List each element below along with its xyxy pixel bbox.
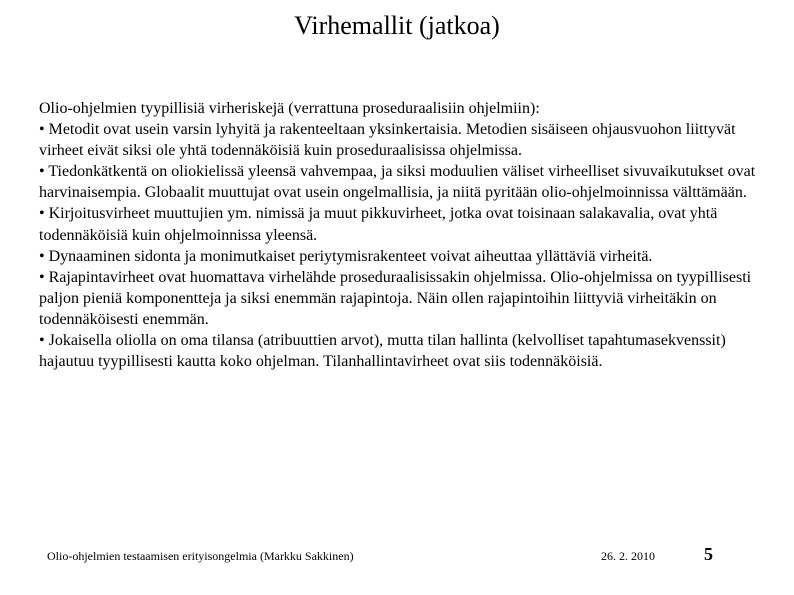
bullet-item: • Kirjoitusvirheet muuttujien ym. nimissä ja muut pikkuvirheet, jotka ovat toisinaan salakavalia, ovat yhtä todennäköisiä kuin ohjelmoinnissa yleensä. <box>39 205 718 244</box>
bullet-item: • Tiedonkätkentä on oliokielissä yleensä vahvempaa, ja siksi moduulien väliset virheelliset sivuvaikutukset ovat harvinaisempia. Globaalit muuttujat ovat usein ongelmallisia, ja niitä pyritään olio-ohjelmoinnissa välttämään. <box>39 163 756 202</box>
intro-text: Olio-ohjelmien tyypillisiä virheriskejä (verrattuna proseduraalisiin ohjelmiin): <box>39 100 540 117</box>
footer-date: 26. 2. 2010 <box>601 549 655 563</box>
slide-body <box>39 98 779 372</box>
bullet-item: • Rajapintavirheet ovat huomattava virhelähde proseduraalisissakin ohjelmissa. Olio-ohjelmissa on tyypillisesti paljon pieniä komponentteja ja siksi enemmän rajapintoja. Näin ollen rajapintoihin liittyviä virheitäkin on todennäköisesti enemmän. <box>39 268 752 328</box>
footer-course-title: Olio-ohjelmien testaamisen erityisongelmia (Markku Sakkinen) <box>47 549 354 563</box>
bullet-item: • Metodit ovat usein varsin lyhyitä ja rakenteeltaan yksinkertaisia. Metodien sisäiseen ohjausvuohon liittyvät virheet eivät siksi ole yhtä todennäköisiä kuin proseduraalisissa ohjelmissa. <box>39 121 736 160</box>
bullet-item: • Dynaaminen sidonta ja monimutkaiset periytymisrakenteet voivat aiheuttaa yllättäviä virheitä. <box>39 247 653 265</box>
slide-title: Virhemallit (jatkoa) <box>294 11 500 40</box>
bullet-item: • Jokaisella oliolla on oma tilansa (atribuuttien arvot), mutta tilan hallinta (kelvolliset tapahtumasekvenssit) hajautuu tyypillisesti kautta koko ohjelman. Tilanhallintavirheet ovat siis todennäköisiä. <box>39 332 726 371</box>
page-number: 5 <box>704 544 713 564</box>
